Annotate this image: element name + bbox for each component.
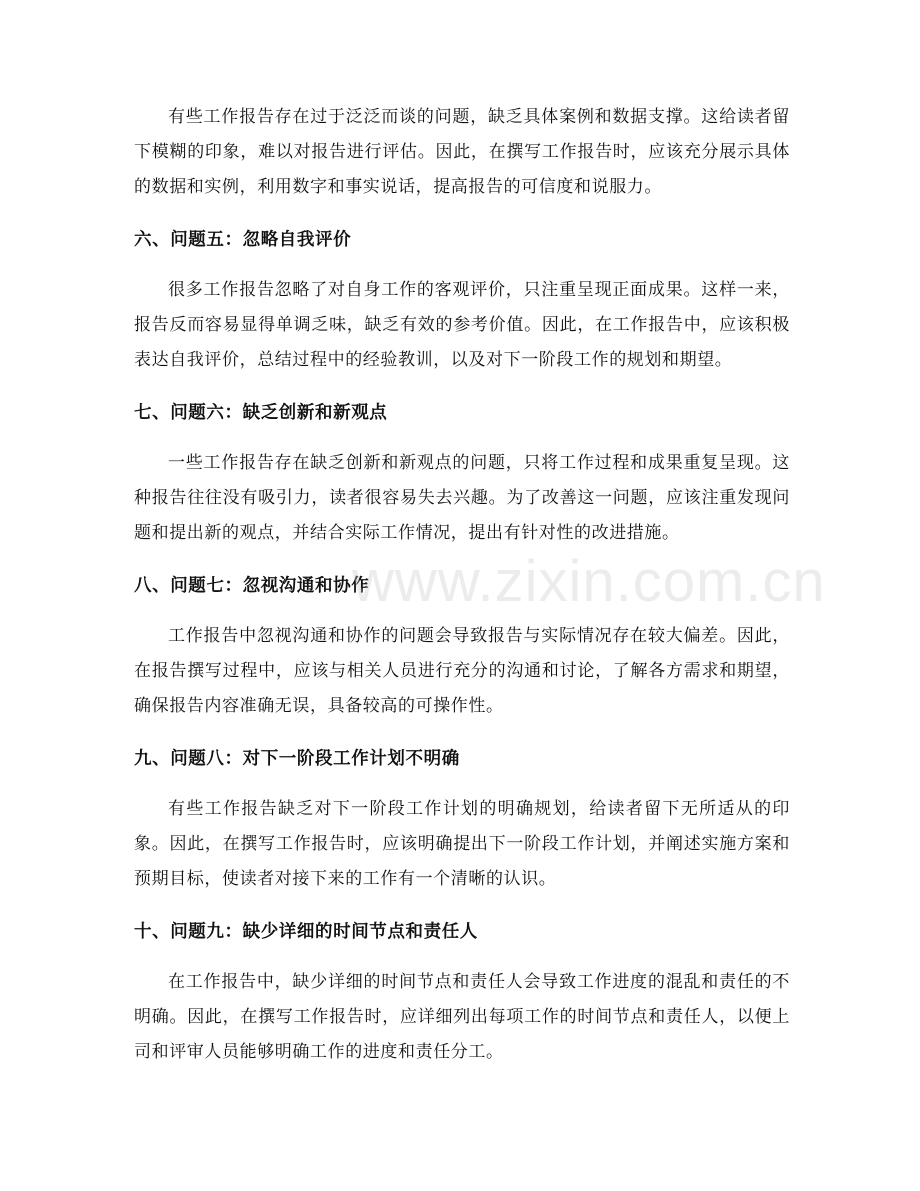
- paragraph-section-8: 工作报告中忽视沟通和协作的问题会导致报告与实际情况存在较大偏差。因此，在报告撰写过程中，应该与相关人员进行充分的沟通和讨论，了解各方需求和期望，确保报告内容准确无误，具备较高的可操作性。: [134, 626, 790, 716]
- paragraph-section-9: 有些工作报告缺乏对下一阶段工作计划的明确规划，给读者留下无所适从的印象。因此，在撰写工作报告时，应该明确提出下一阶段工作计划，并阐述实施方案和预期目标，使读者对接下来的工作有一个清晰的认识。: [134, 799, 790, 889]
- paragraph-section-6: 很多工作报告忽略了对自身工作的客观评价，只注重呈现正面成果。这样一来，报告反而容易显得单调乏味，缺乏有效的参考价值。因此，在工作报告中，应该积极表达自我评价，总结过程中的经验教训，以及对下一阶段工作的规划和期望。: [134, 280, 790, 370]
- watermark: www.zixin.com.cn: [352, 549, 826, 614]
- paragraph-section-10: 在工作报告中，缺少详细的时间节点和责任人会导致工作进度的混乱和责任的不明确。因此，在撰写工作报告时，应详细列出每项工作的时间节点和责任人，以便上司和评审人员能够明确工作的进度和责任分工。: [134, 972, 790, 1062]
- section-heading-9: 九、问题八：对下一阶段工作计划不明确: [134, 749, 460, 769]
- paragraph-intro: 有些工作报告存在过于泛泛而谈的问题，缺乏具体案例和数据支撑。这给读者留下模糊的印象，难以对报告进行评估。因此，在撰写工作报告时，应该充分展示具体的数据和实例，利用数字和事实说话，提高报告的可信度和说服力。: [134, 107, 790, 197]
- section-heading-10: 十、问题九：缺少详细的时间节点和责任人: [134, 922, 478, 942]
- section-heading-6: 六、问题五：忽略自我评价: [134, 230, 352, 250]
- paragraph-section-7: 一些工作报告存在缺乏创新和新观点的问题，只将工作过程和成果重复呈现。这种报告往往没有吸引力，读者很容易失去兴趣。为了改善这一问题，应该注重发现问题和提出新的观点，并结合实际工作情况，提出有针对性的改进措施。: [134, 453, 790, 543]
- section-heading-7: 七、问题六：缺乏创新和新观点: [134, 403, 388, 423]
- section-heading-8: 八、问题七：忽视沟通和协作: [134, 576, 370, 596]
